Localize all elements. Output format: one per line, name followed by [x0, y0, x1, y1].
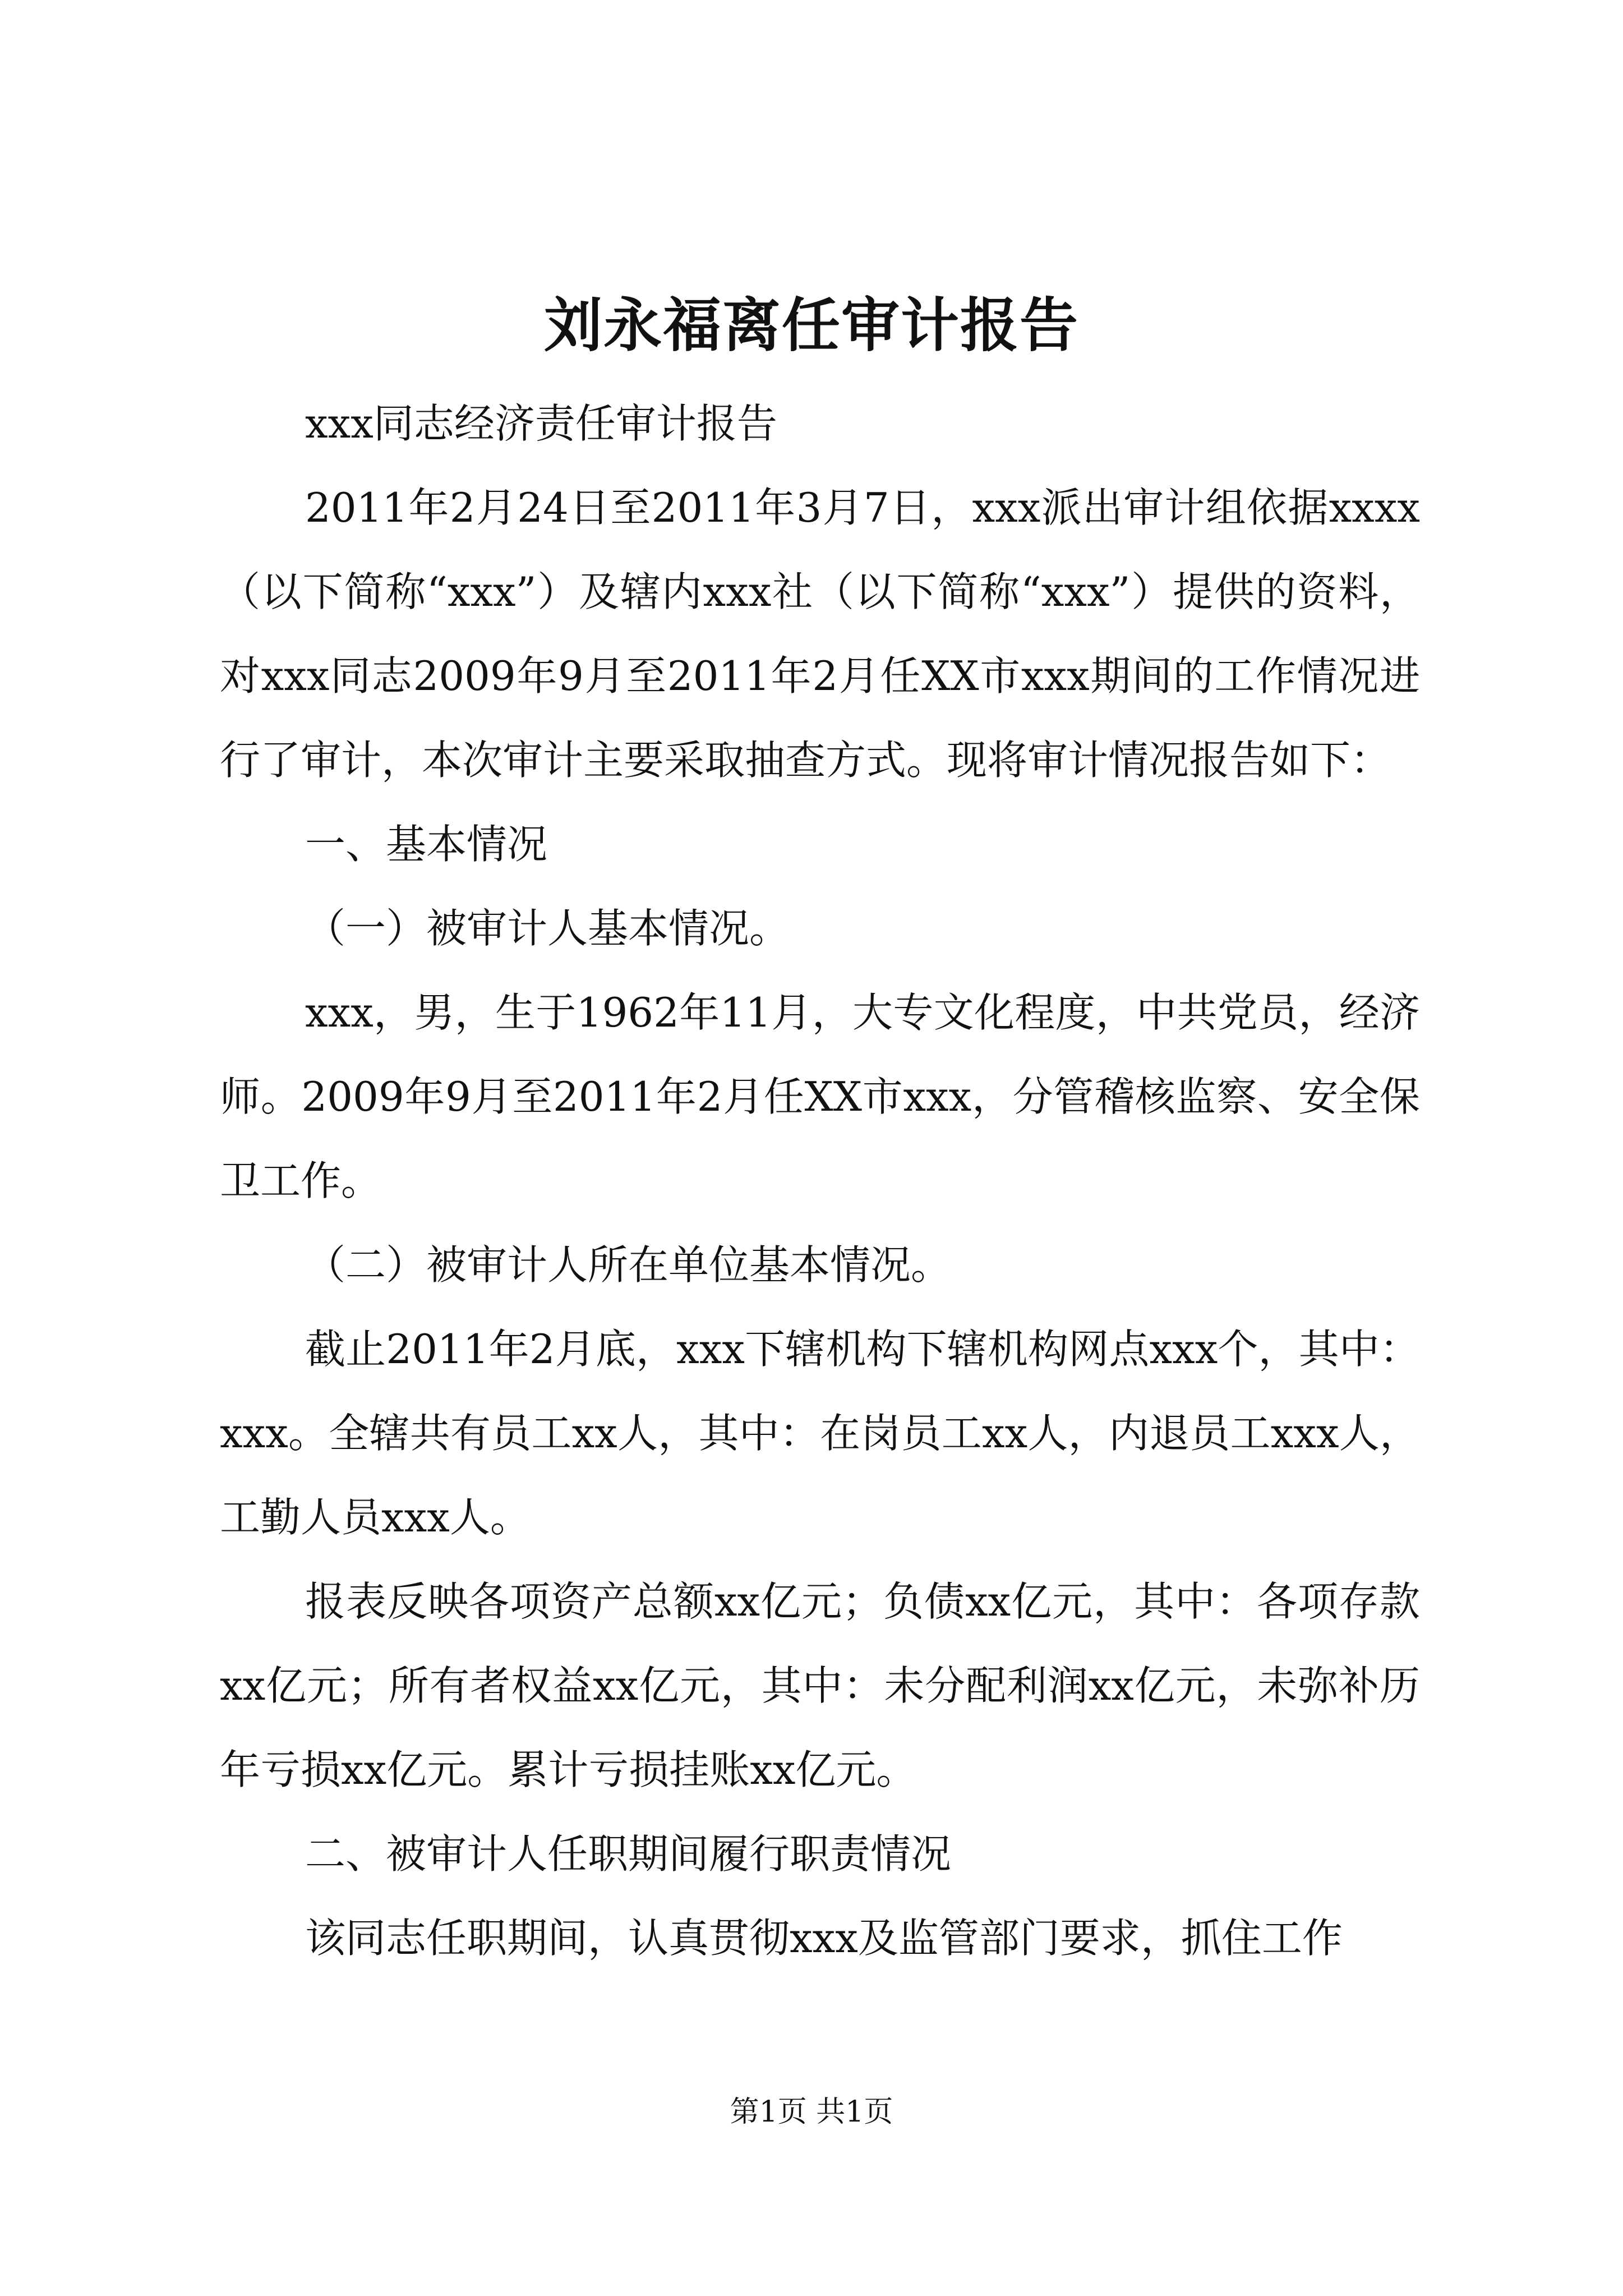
auditee-info-paragraph: xxx，男，生于1962年11月，大专文化程度，中共党员，经济师。2009年9月至2011年2月任XX市xxx，分管稽核监察、安全保卫工作。 — [220, 989, 1420, 1204]
subsection-heading-unit-info: （二）被审计人所在单位基本情况。 — [305, 1241, 952, 1289]
document-title: 刘永福离任审计报告 — [543, 291, 1079, 360]
section-heading-duties: 二、被审计人任职期间履行职责情况 — [305, 1830, 952, 1878]
subsection-heading-auditee-info: （一）被审计人基本情况。 — [305, 905, 790, 952]
financial-summary-paragraph: 报表反映各项资产总额xx亿元；负债xx亿元，其中：各项存款xx亿元；所有者权益xx亿元，其中：未分配利润xx亿元，未弥补历年亏损xx亿元。累计亏损挂账xx亿元。 — [220, 1578, 1420, 1793]
unit-info-paragraph: 截止2011年2月底，xxx下辖机构下辖机构网点xxx个，其中：xxx。全辖共有员工xx人，其中：在岗员工xx人，内退员工xxx人，工勤人员xxx人。 — [220, 1326, 1420, 1541]
subtitle-paragraph: xxx同志经济责任审计报告 — [305, 400, 777, 447]
page-footer: 第1页 共1页 — [730, 2095, 893, 2129]
duties-paragraph: 该同志任职期间，认真贯彻xxx及监管部门要求，抓住工作 — [305, 1915, 1343, 1962]
document-body — [220, 381, 1420, 1980]
intro-paragraph: 2011年2月24日至2011年3月7日，xxx派出审计组依据xxxx（以下简称“xxx”）及辖内xxx社（以下简称“xxx”）提供的资料，对xxx同志2009年9月至2011年2月任XX市xxx期间的工作情况进行了审计，本次审计主要采取抽查方式。现将审计情况报告如下： — [220, 484, 1420, 784]
section-heading-basic-info: 一、基本情况 — [305, 821, 548, 868]
